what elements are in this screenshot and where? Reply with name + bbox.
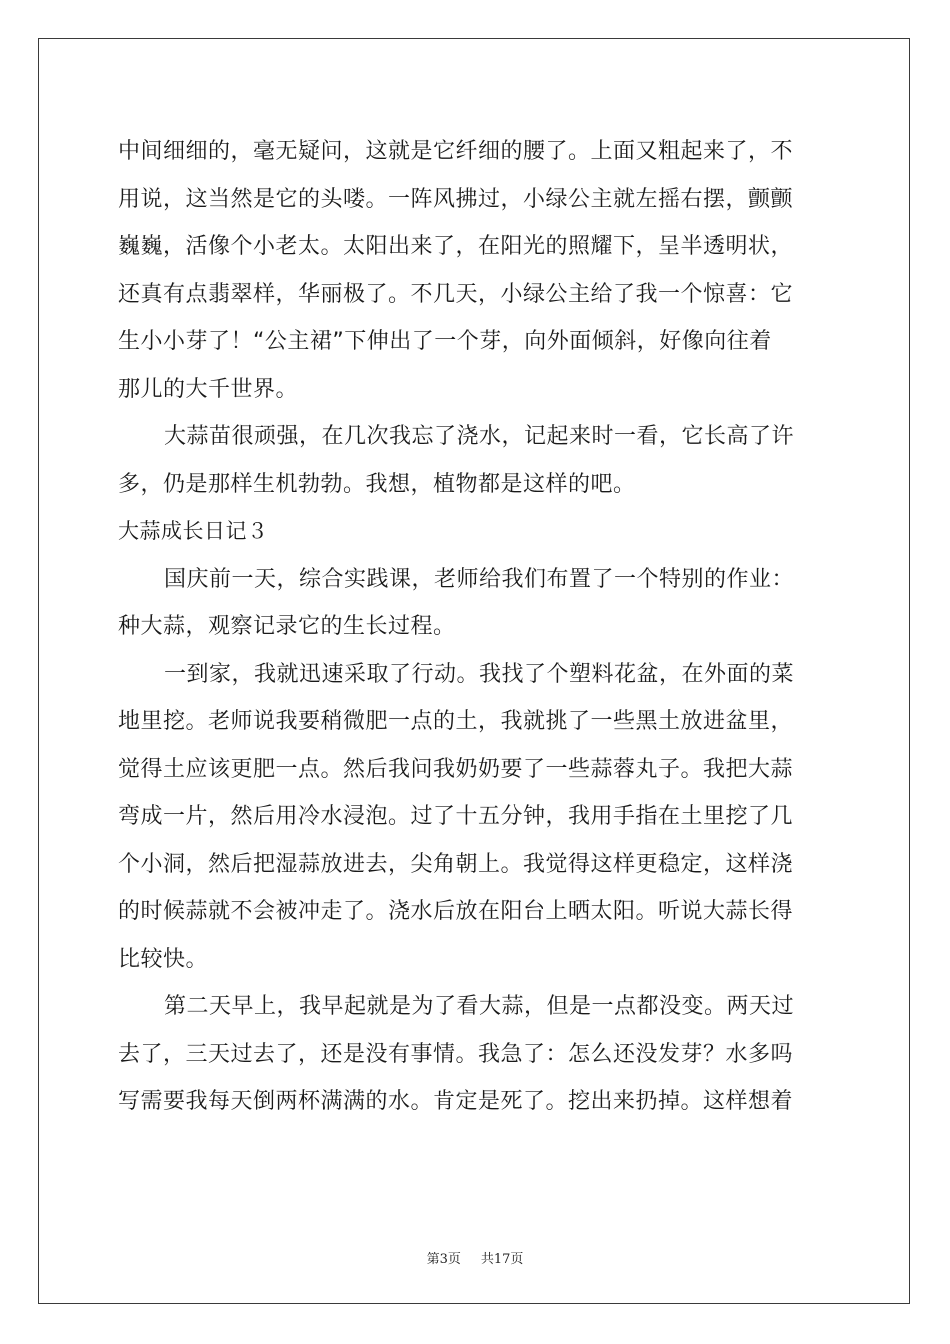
text-line: 还真有点翡翠样，华丽极了。不几天，小绿公主给了我一个惊喜：它: [118, 281, 794, 307]
text-line: 弯成一片，然后用冷水浸泡。过了十五分钟，我用手指在土里挖了几: [118, 804, 794, 829]
text-line: 地里挖。老师说我要稍微肥一点的土，我就挑了一些黑土放进盆里，: [118, 709, 794, 734]
text-line: 中间细细的，毫无疑问，这就是它纤细的腰了。上面又粗起来了，不: [118, 139, 794, 164]
text-line: 种大蒜，观察记录它的生长过程。: [118, 614, 456, 639]
text-line: 巍巍，活像个小老太。太阳出来了，在阳光的照耀下，呈半透明状，: [118, 234, 794, 259]
text-line: 那儿的大千世界。: [118, 376, 299, 402]
text-line: 觉得土应该更肥一点。然后我问我奶奶要了一些蒜蓉丸子。我把大蒜: [118, 756, 794, 782]
text-line: 多，仍是那样生机勃勃。我想，植物都是这样的吧。: [118, 471, 636, 497]
text-line: 国庆前一天，综合实践课，老师给我们布置了一个特别的作业：: [164, 566, 795, 592]
text-line: 第二天早上，我早起就是为了看大蒜，但是一点都没变。两天过: [164, 994, 795, 1019]
text-line: 用说，这当然是它的头喽。一阵风拂过，小绿公主就左摇右摆，颤颤: [118, 186, 794, 212]
text-line: 去了，三天过去了，还是没有事情。我急了：怎么还没发芽？水多吗: [118, 1041, 794, 1067]
text-line: 比较快。: [118, 946, 209, 972]
text-line: 大蒜苗很顽强，在几次我忘了浇水，记起来时一看，它长高了许: [164, 424, 795, 449]
text-line: 生小小芽了！“公主裙”下伸出了一个芽，向外面倾斜，好像向往着: [118, 329, 772, 354]
text-line: 个小洞，然后把湿蒜放进去，尖角朝上。我觉得这样更稳定，这样浇: [118, 851, 794, 877]
text-line: 写需要我每天倒两杯满满的水。肯定是死了。挖出来扔掉。这样想着: [118, 1089, 794, 1114]
page-number: 第3页: [426, 1252, 461, 1267]
page-total: 共17页: [480, 1252, 524, 1267]
text-line: 的时候蒜就不会被冲走了。浇水后放在阳台上晒太阳。听说大蒜长得: [118, 899, 794, 924]
document-body: [118, 128, 838, 1126]
text-line: 一到家，我就迅速采取了行动。我找了个塑料花盆，在外面的菜: [164, 661, 795, 687]
section-heading: 大蒜成长日记３: [118, 519, 269, 543]
page-footer: [0, 1248, 950, 1267]
